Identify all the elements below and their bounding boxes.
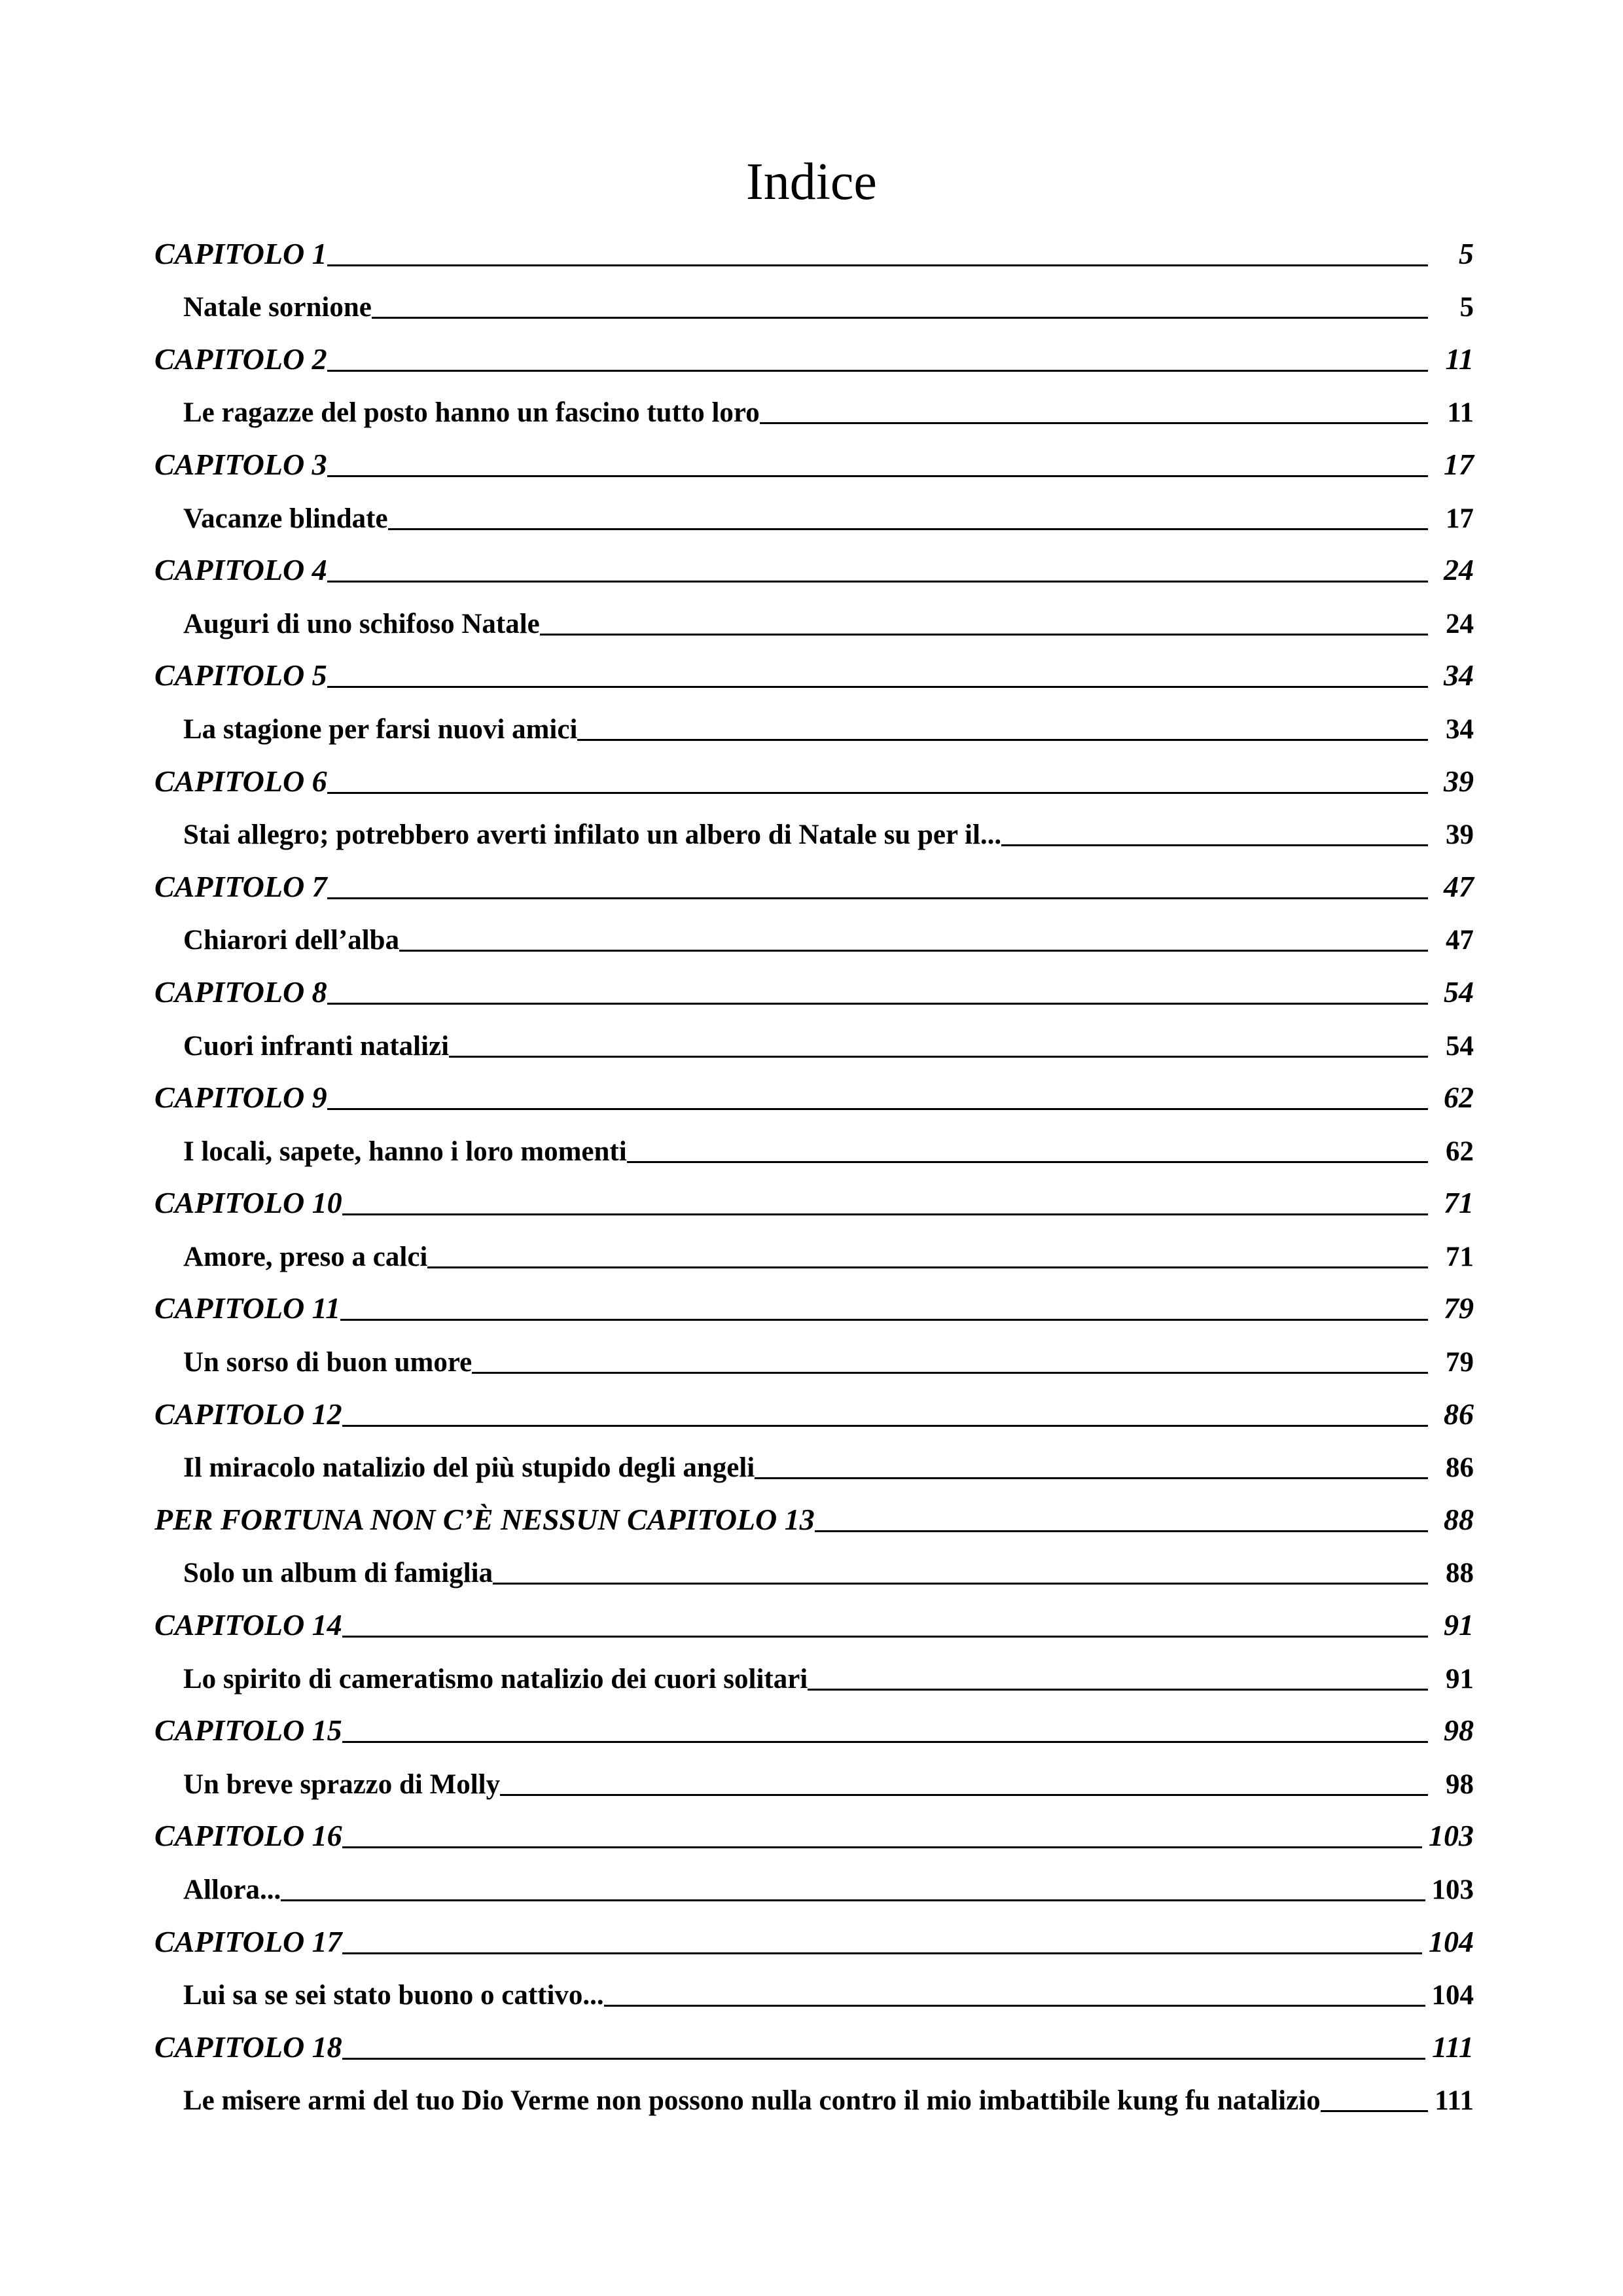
toc-section-entry[interactable]: [154, 278, 1474, 331]
toc-leader-line: [342, 2058, 1425, 2060]
toc-page-number: 86: [1446, 1452, 1474, 1484]
toc-leader-line: [388, 528, 1428, 530]
toc-page-number: 17: [1444, 447, 1474, 481]
toc-chapter-entry[interactable]: [154, 225, 1474, 278]
toc-entry-title: CAPITOLO 9: [154, 1081, 327, 1115]
toc-leader-line: [327, 1108, 1428, 1110]
toc-page-number: 88: [1444, 1502, 1474, 1536]
toc-entry-title: Cuori infranti natalizi: [183, 1030, 450, 1062]
toc-page-number: 91: [1444, 1608, 1474, 1642]
toc-page-number: 34: [1444, 658, 1474, 692]
page-title: Indice: [746, 153, 877, 211]
toc-section-entry[interactable]: [154, 1016, 1474, 1069]
toc-leader-line: [755, 1477, 1428, 1479]
toc-entry-title: CAPITOLO 2: [154, 342, 327, 376]
toc-entry-title: CAPITOLO 8: [154, 975, 327, 1009]
toc-page-number: 91: [1446, 1663, 1474, 1695]
toc-page-number: 104: [1431, 1980, 1474, 2011]
toc-entry-title: Le misere armi del tuo Dio Verme non possono nulla contro il mio imbattibile kung fu natalizio: [183, 2085, 1321, 2117]
toc-section-entry[interactable]: [154, 700, 1474, 753]
toc-chapter-entry[interactable]: [154, 1175, 1474, 1228]
toc-leader-line: [399, 950, 1428, 952]
toc-chapter-entry[interactable]: [154, 1280, 1474, 1333]
toc-entry-title: Vacanze blindate: [183, 503, 388, 534]
toc-entry-title: Il miracolo natalizio del più stupido degli angeli: [183, 1452, 755, 1484]
toc-entry-title: CAPITOLO 4: [154, 553, 327, 587]
toc-leader-line: [1321, 2110, 1428, 2112]
toc-section-entry[interactable]: [154, 911, 1474, 964]
toc-page-number: 11: [1447, 397, 1474, 429]
toc-section-entry[interactable]: [154, 489, 1474, 542]
toc-leader-line: [604, 2005, 1425, 2007]
toc-leader-line: [342, 1213, 1428, 1215]
toc-page-number: 39: [1446, 819, 1474, 851]
toc-leader-line: [342, 1741, 1428, 1743]
toc-chapter-entry[interactable]: [154, 1491, 1474, 1544]
toc-entry-title: CAPITOLO 6: [154, 764, 327, 798]
toc-page-number: 98: [1446, 1768, 1474, 1800]
toc-leader-line: [627, 1161, 1428, 1163]
toc-chapter-entry[interactable]: [154, 542, 1474, 595]
toc-entry-title: CAPITOLO 3: [154, 447, 327, 481]
toc-chapter-entry[interactable]: [154, 1596, 1474, 1649]
toc-entry-title: Natale sornione: [183, 292, 372, 323]
toc-leader-line: [340, 1319, 1428, 1321]
toc-page-number: 104: [1429, 1924, 1474, 1958]
toc-section-entry[interactable]: [154, 1227, 1474, 1280]
toc-entry-title: CAPITOLO 1: [154, 236, 327, 270]
toc-leader-line: [372, 317, 1428, 319]
toc-entry-title: CAPITOLO 16: [154, 1819, 342, 1853]
toc-leader-line: [281, 1899, 1425, 1901]
toc-entry-title: CAPITOLO 5: [154, 658, 327, 692]
toc-chapter-entry[interactable]: [154, 1808, 1474, 1861]
toc-entry-title: CAPITOLO 11: [154, 1291, 341, 1325]
toc-page-number: 103: [1431, 1874, 1474, 1905]
toc-page-number: 5: [1459, 236, 1474, 270]
toc-page-number: 98: [1444, 1713, 1474, 1748]
toc-leader-line: [493, 1583, 1428, 1585]
toc-page-number: 111: [1435, 2085, 1474, 2117]
toc-chapter-entry[interactable]: [154, 331, 1474, 384]
toc-entry-title: Chiarori dell’alba: [183, 925, 400, 956]
toc-leader-line: [327, 897, 1428, 899]
toc-chapter-entry[interactable]: [154, 2018, 1474, 2072]
toc-page-number: 24: [1444, 553, 1474, 587]
toc-page-number: 79: [1444, 1291, 1474, 1325]
toc-page-number: 11: [1445, 342, 1474, 376]
toc-leader-line: [342, 1952, 1422, 1954]
toc-section-entry[interactable]: [154, 1122, 1474, 1175]
toc-entry-title: Amore, preso a calci: [183, 1241, 428, 1272]
toc-entry-title: CAPITOLO 14: [154, 1608, 342, 1642]
table-of-contents: [154, 225, 1474, 2124]
toc-entry-title: Lo spirito di cameratismo natalizio dei cuori solitari: [183, 1663, 808, 1695]
toc-section-entry[interactable]: [154, 1333, 1474, 1386]
toc-leader-line: [327, 370, 1428, 372]
toc-entry-title: Stai allegro; potrebbero averti infilato un albero di Natale su per il...: [183, 819, 1002, 851]
toc-chapter-entry[interactable]: [154, 753, 1474, 806]
toc-leader-line: [327, 792, 1428, 794]
toc-page-number: 5: [1459, 292, 1474, 323]
toc-entry-title: PER FORTUNA NON C’È NESSUN CAPITOLO 13: [154, 1502, 815, 1536]
toc-entry-title: CAPITOLO 10: [154, 1186, 342, 1220]
toc-page-number: 86: [1444, 1397, 1474, 1431]
toc-entry-title: CAPITOLO 15: [154, 1713, 342, 1748]
toc-page-number: 54: [1444, 975, 1474, 1009]
toc-section-entry[interactable]: [154, 1544, 1474, 1597]
toc-leader-line: [342, 1636, 1428, 1638]
toc-page-number: 17: [1446, 503, 1474, 534]
toc-page-number: 71: [1444, 1186, 1474, 1220]
toc-leader-line: [342, 1846, 1422, 1848]
toc-entry-title: Allora...: [183, 1874, 281, 1905]
toc-entry-title: Solo un album di famiglia: [183, 1558, 493, 1589]
toc-leader-line: [1001, 844, 1428, 846]
toc-leader-line: [577, 739, 1428, 741]
toc-page-number: 62: [1446, 1136, 1474, 1167]
toc-page-number: 71: [1446, 1241, 1474, 1272]
toc-leader-line: [449, 1056, 1428, 1058]
toc-section-entry[interactable]: [154, 1966, 1474, 2019]
toc-page-number: 39: [1444, 764, 1474, 798]
toc-entry-title: Un breve sprazzo di Molly: [183, 1768, 501, 1800]
toc-page-number: 24: [1446, 608, 1474, 639]
toc-section-entry[interactable]: [154, 806, 1474, 859]
toc-entry-title: La stagione per farsi nuovi amici: [183, 713, 578, 745]
toc-entry-title: CAPITOLO 12: [154, 1397, 342, 1431]
toc-page-number: 79: [1446, 1347, 1474, 1378]
toc-leader-line: [327, 475, 1428, 477]
toc-chapter-entry[interactable]: [154, 1069, 1474, 1122]
toc-leader-line: [472, 1372, 1428, 1374]
toc-leader-line: [327, 1003, 1428, 1005]
toc-section-entry[interactable]: [154, 384, 1474, 437]
toc-chapter-entry[interactable]: [154, 1913, 1474, 1966]
toc-entry-title: CAPITOLO 17: [154, 1924, 342, 1958]
toc-chapter-entry[interactable]: [154, 1386, 1474, 1439]
toc-chapter-entry[interactable]: [154, 1702, 1474, 1755]
toc-page-number: 88: [1446, 1558, 1474, 1589]
toc-leader-line: [815, 1530, 1428, 1532]
toc-section-entry[interactable]: [154, 1755, 1474, 1808]
toc-page-number: 54: [1446, 1030, 1474, 1062]
toc-entry-title: Auguri di uno schifoso Natale: [183, 608, 540, 639]
toc-chapter-entry[interactable]: [154, 647, 1474, 700]
toc-page-number: 111: [1432, 2030, 1474, 2064]
toc-entry-title: Le ragazze del posto hanno un fascino tutto loro: [183, 397, 760, 429]
toc-page-number: 47: [1446, 925, 1474, 956]
toc-chapter-entry[interactable]: [154, 963, 1474, 1016]
toc-leader-line: [808, 1689, 1428, 1691]
toc-section-entry[interactable]: [154, 1860, 1474, 1913]
toc-entry-title: Lui sa se sei stato buono o cattivo...: [183, 1980, 604, 2011]
toc-entry-title: CAPITOLO 7: [154, 869, 327, 903]
toc-leader-line: [540, 634, 1428, 636]
toc-page-number: 47: [1444, 869, 1474, 903]
toc-page-number: 62: [1444, 1081, 1474, 1115]
toc-section-entry[interactable]: [154, 2072, 1474, 2125]
toc-entry-title: Un sorso di buon umore: [183, 1347, 473, 1378]
toc-section-entry[interactable]: [154, 1439, 1474, 1492]
toc-page-number: 34: [1446, 713, 1474, 745]
toc-entry-title: CAPITOLO 18: [154, 2030, 342, 2064]
toc-section-entry[interactable]: [154, 1649, 1474, 1702]
toc-section-entry[interactable]: [154, 594, 1474, 647]
toc-entry-title: I locali, sapete, hanno i loro momenti: [183, 1136, 627, 1167]
toc-leader-line: [327, 581, 1428, 583]
toc-leader-line: [500, 1794, 1428, 1796]
toc-leader-line: [327, 264, 1428, 266]
toc-leader-line: [427, 1266, 1428, 1268]
toc-leader-line: [760, 422, 1428, 424]
toc-leader-line: [342, 1425, 1428, 1427]
toc-leader-line: [327, 686, 1428, 688]
toc-page-number: 103: [1429, 1819, 1474, 1853]
toc-chapter-entry[interactable]: [154, 436, 1474, 489]
toc-chapter-entry[interactable]: [154, 858, 1474, 911]
